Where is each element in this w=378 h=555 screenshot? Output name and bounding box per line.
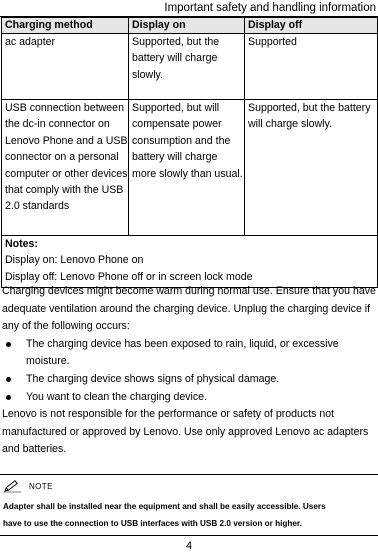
table-cell [245, 100, 378, 236]
table-header-row [2, 18, 378, 34]
note-box [3, 477, 375, 533]
bullet-icon [6, 395, 11, 400]
table-cell [245, 34, 378, 100]
list-item-line: moisture. [26, 355, 70, 368]
bullet-icon [6, 377, 11, 382]
notes-row [2, 236, 378, 288]
list-item-line: You want to clean the charging device. [26, 390, 208, 403]
paragraph-line: adequate ventilation around the charging device. Unplug the charging device if [2, 302, 371, 315]
note-line: have to use the connection to USB interfaces with USB 2.0 version or higher. [3, 519, 302, 529]
note-heading [3, 477, 375, 495]
cell-line: slowly. [132, 68, 163, 81]
note-divider-bottom [0, 535, 378, 536]
paragraph-line: any of the following occurs: [2, 320, 130, 333]
cell-line: that comply with the USB [5, 184, 124, 197]
list-item-line: The charging device shows signs of physical damage. [26, 372, 280, 385]
page-number: 4 [185, 540, 193, 552]
cell-line: Supported, but the [132, 36, 220, 48]
notes-title: Notes: [5, 238, 38, 250]
table-row [2, 34, 378, 100]
cell-line: battery will charge [132, 52, 218, 65]
cell-line: will charge slowly. [248, 118, 332, 131]
cell-line: computer or other devices [5, 167, 128, 180]
cell-line: compensate power [132, 118, 222, 131]
note-line: Adapter shall be installed near the equipment and shall be easily accessible. Users [3, 502, 326, 511]
cell-line: Supported, but the battery [248, 102, 371, 114]
note-divider-top [0, 474, 378, 475]
notes-line: Display off: Lenovo Phone off or in screen lock mode [5, 270, 253, 283]
cell-line: USB connection between [5, 102, 124, 114]
note-label: NOTE [29, 481, 53, 491]
running-header: Important safety and handling information [164, 2, 376, 14]
cell-line: Supported, but will [132, 102, 220, 114]
table-cell [129, 100, 245, 236]
cell-line: more slowly than usual. [132, 167, 243, 180]
table-row [2, 100, 378, 236]
cell-line: the dc-in connector on [5, 118, 110, 131]
column-header: Charging method [2, 18, 129, 34]
table-cell [2, 34, 129, 100]
table-cell [129, 34, 245, 100]
cell-line: consumption and the [132, 134, 231, 147]
paragraph-line: manufactured or approved by Lenovo. Use only approved Lenovo ac adapters [2, 425, 369, 438]
cell-line: Supported [248, 36, 297, 48]
charging-methods-table [1, 17, 378, 288]
column-header: Display on [129, 18, 245, 34]
paragraph-line: Charging devices might become warm during normal use. Ensure that you have [2, 285, 376, 297]
cell-line: connector on a personal [5, 151, 119, 164]
cell-line: 2.0 standards [5, 200, 70, 213]
column-header: Display off [245, 18, 378, 34]
pencil-icon [3, 479, 23, 493]
paragraph-line: Lenovo is not responsible for the performance or safety of products not [2, 408, 335, 421]
list-item [2, 336, 376, 371]
notes-cell [2, 236, 378, 288]
body-text [2, 283, 376, 459]
list-item-line: The charging device has been exposed to rain, liquid, or excessive [26, 337, 339, 350]
table-cell [2, 100, 129, 236]
list-item [2, 371, 376, 389]
cell-line: Lenovo Phone and a USB [5, 134, 128, 147]
bullet-icon [6, 342, 11, 347]
cell-line: ac adapter [5, 36, 56, 48]
paragraph-line: and batteries. [2, 443, 67, 456]
list-item [2, 389, 376, 407]
cell-line: battery will charge [132, 151, 218, 164]
notes-line: Display on: Lenovo Phone on [5, 254, 144, 267]
